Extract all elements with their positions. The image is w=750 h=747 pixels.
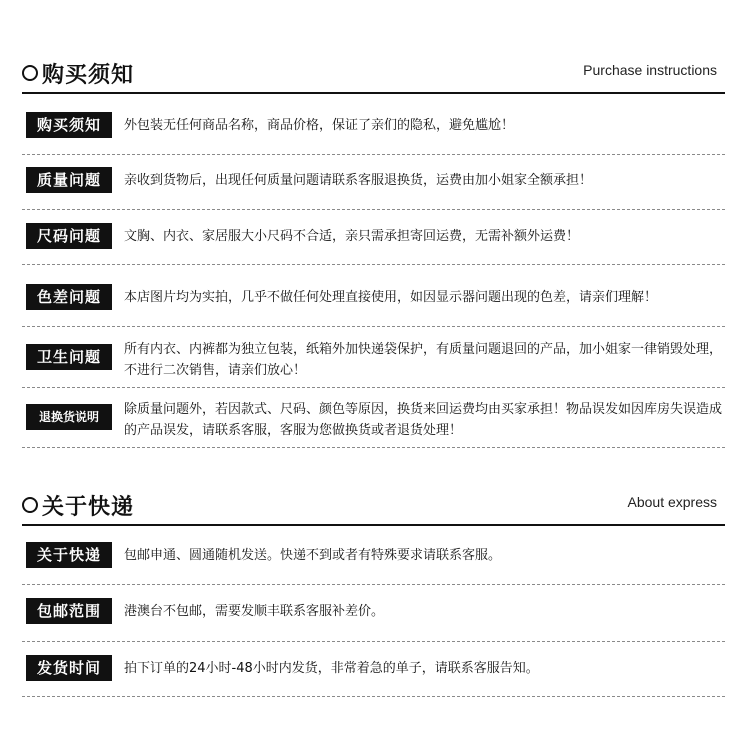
section-subtitle: Purchase instructions bbox=[583, 62, 717, 78]
purchase-row bbox=[22, 387, 725, 448]
row-description: 本店图片均为实拍，几乎不做任何处理直接使用，如因显示器问题出现的色差，请亲们理解！ bbox=[124, 290, 658, 305]
section-title: 关于快递 bbox=[42, 495, 135, 520]
purchase-row bbox=[22, 209, 725, 265]
row-label-badge: 质量问题 bbox=[26, 167, 112, 193]
express-section-header bbox=[22, 490, 725, 526]
express-row bbox=[22, 584, 725, 642]
circle-bullet-icon bbox=[22, 65, 38, 81]
purchase-section-header bbox=[22, 58, 725, 94]
row-description: 外包装无任何商品名称，商品价格，保证了亲们的隐私，避免尴尬！ bbox=[124, 118, 515, 133]
row-label-badge: 色差问题 bbox=[26, 284, 112, 310]
row-description: 港澳台不包邮，需要发顺丰联系客服补差价。 bbox=[124, 604, 385, 619]
section-subtitle: About express bbox=[627, 494, 717, 510]
row-description: 拍下订单的24小时-48小时内发货，非常着急的单子，请联系客服告知。 bbox=[124, 661, 539, 676]
purchase-row bbox=[22, 106, 725, 155]
express-row bbox=[22, 641, 725, 697]
circle-bullet-icon bbox=[22, 497, 38, 513]
purchase-row bbox=[22, 264, 725, 327]
purchase-row bbox=[22, 326, 725, 388]
row-label-badge: 购买须知 bbox=[26, 112, 112, 138]
row-label-badge: 尺码问题 bbox=[26, 223, 112, 249]
row-label-badge: 退换货说明 bbox=[26, 404, 112, 430]
row-label-badge: 关于快递 bbox=[26, 542, 112, 568]
row-description: 文胸、内衣、家居服大小尺码不合适，亲只需承担寄回运费，无需补额外运费！ bbox=[124, 229, 580, 244]
row-description: 亲收到货物后，出现任何质量问题请联系客服退换货，运费由加小姐家全额承担！ bbox=[124, 173, 593, 188]
row-label-badge: 发货时间 bbox=[26, 655, 112, 681]
row-description: 所有内衣、内裤都为独立包装，纸箱外加快递袋保护，有质量问题退回的产品，加小姐家一律销毁处理，不进行二次销售，请亲们放心！ bbox=[124, 342, 723, 378]
section-title: 购买须知 bbox=[42, 63, 135, 88]
row-label-badge: 卫生问题 bbox=[26, 344, 112, 370]
express-row bbox=[22, 534, 725, 585]
row-description: 除质量问题外，若因款式、尺码、颜色等原因，换货来回运费均由买家承担！物品误发如因库房失误造成的产品误发，请联系客服，客服为您做换货或者退货处理！ bbox=[124, 402, 723, 438]
row-description: 包邮申通、圆通随机发送。快递不到或者有特殊要求请联系客服。 bbox=[124, 548, 502, 563]
row-label-badge: 包邮范围 bbox=[26, 598, 112, 624]
purchase-row bbox=[22, 154, 725, 210]
